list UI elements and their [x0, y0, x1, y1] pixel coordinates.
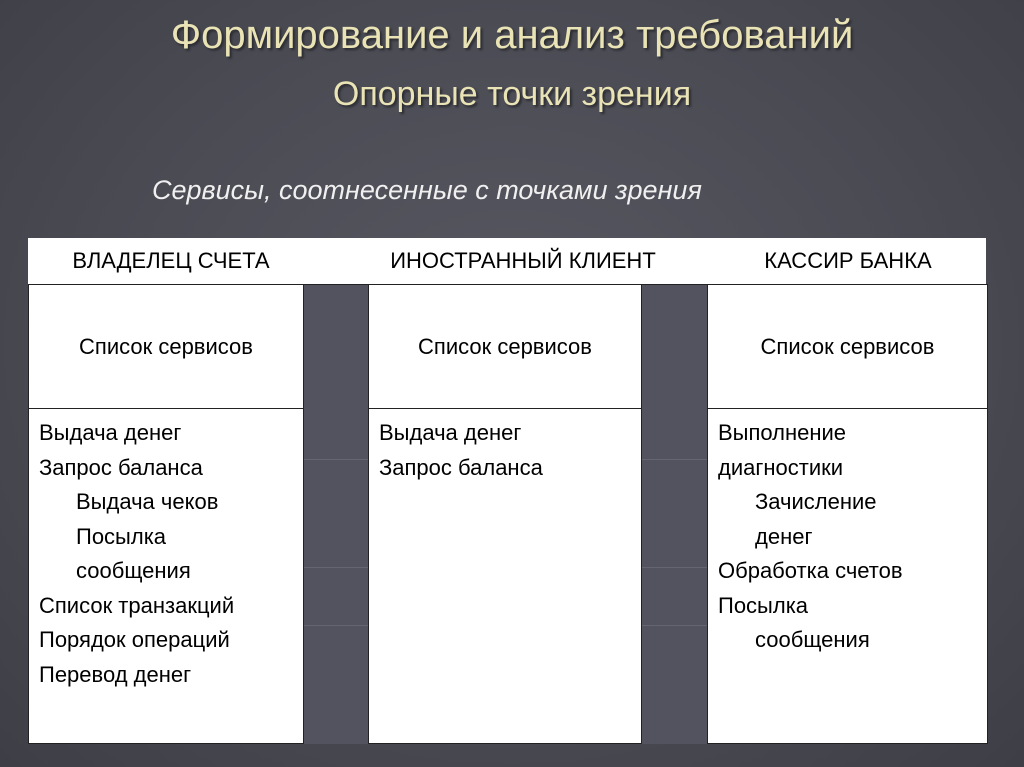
service-item: Выдача денег: [379, 420, 522, 445]
services-items: [379, 409, 637, 485]
service-item: диагностики: [718, 454, 844, 480]
service-item: Запрос баланса: [39, 454, 203, 480]
viewpoint-column-foreign-client: [368, 284, 642, 744]
viewpoint-column-bank-cashier: [707, 284, 988, 744]
service-item: Посылка: [718, 592, 809, 618]
service-item: Выполнение: [718, 420, 847, 445]
services-list-label: Список сервисов: [369, 285, 641, 409]
service-item: Выдача денег: [39, 420, 182, 445]
header-account-owner: ВЛАДЕЛЕЦ СЧЕТА: [72, 248, 270, 273]
table-caption: Сервисы, соотнесенные с точками зрения: [152, 175, 702, 205]
service-item: Список транзакций: [39, 592, 235, 618]
service-item: Порядок операций: [39, 627, 230, 652]
service-item: Запрос баланса: [379, 454, 543, 480]
services-items: [718, 409, 983, 658]
slide-subtitle: Опорные точки зрения: [332, 75, 692, 113]
column-separator: [303, 284, 369, 744]
service-item: Перевод денег: [39, 661, 192, 687]
service-item: сообщения: [76, 558, 191, 583]
service-item: Выдача чеков: [76, 489, 219, 514]
service-item: сообщения: [755, 627, 870, 652]
services-list-label: Список сервисов: [708, 285, 987, 409]
header-bar: [28, 238, 986, 284]
column-separator: [641, 284, 708, 744]
service-item: Посылка: [76, 523, 167, 549]
service-item: денег: [755, 523, 813, 549]
slide-title: Формирование и анализ требований: [170, 13, 854, 57]
services-items: [39, 409, 299, 692]
services-list-label: Список сервисов: [29, 285, 303, 409]
viewpoint-column-account-owner: [28, 284, 304, 744]
service-item: Зачисление: [755, 489, 877, 514]
service-item: Обработка счетов: [718, 558, 903, 583]
header-bank-cashier: КАССИР БАНКА: [764, 248, 932, 273]
header-foreign-client: ИНОСТРАННЫЙ КЛИЕНТ: [390, 248, 656, 273]
